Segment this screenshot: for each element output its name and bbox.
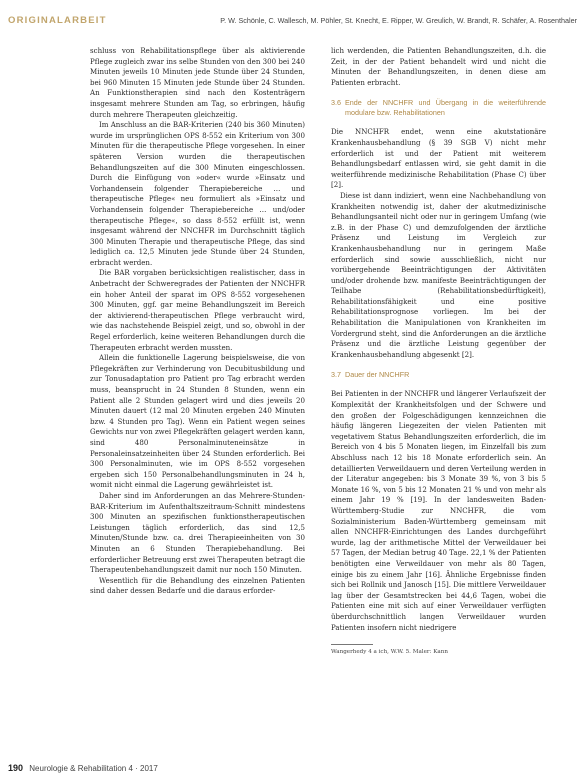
paragraph: Die NNCHFR endet, wenn eine akutstationäre Krankenhausbehandlung (§ 39 SGB V) nicht mehr erforderlich ist und der Patient mit weiterem Behandlungsbedarf entlassen wird, sie geht damit in die weiterführende medizinische Rehabilitation (Phase C) über [2]. — [331, 127, 546, 190]
section-number: 3.6 — [331, 98, 341, 108]
page-number: 190 — [8, 763, 24, 773]
section-heading — [331, 370, 546, 380]
paragraph: Die BAR vorgaben berücksichtigen realistischer, dass in Anbetracht der Schweregrades der Patienten der NNCHFR ein hoher Anteil der sparat im OPS 8-552 vorgesehenen 300 Minuten, ggf. gar meine Behandlungszeit im Bereich der aktivierend-therapeutischen Pflege verbraucht wird, wie das nachstehende Beispiel zeigt, und so, obwohl in der Regel erforderlich, keine weiteren Behandlungen durch die Therapeuten erbracht werden mussten. — [90, 268, 305, 352]
left-column — [90, 46, 305, 597]
page-footer — [8, 763, 158, 773]
right-column — [331, 46, 546, 656]
section-heading — [331, 98, 546, 118]
paragraph: Allein die funktionelle Lagerung beispielsweise, die von Pflegekräften zur Verhinderung von Decubitusbildung und zur Tonusadaptation pro Patient pro Tag erbracht werden muss, beansprucht in 24 Stunden 8 Stunden, wenn ein Patient alle 2 Stunden gelagert wird und dies jeweils 20 Minuten dauert (12 mal 20 Minuten ergeben 240 Minuten bzw. 4 Stunden pro Tag). Wenn ein Patient wegen seines Gewichts nur von zwei Pflegekräften gelagert werden kann, sind 480 Personalminuteneinsätze in Personaleinsatzeinheiten über 24 Stunden erforderlich. Bei 300 Personalminuten, wie im OPS 8-552 vorgesehen ergeben sich 150 Personalbehandlungsminuten in 24 h, womit nicht einmal die Lagerung gewährleistet ist. — [90, 353, 305, 490]
journal-citation: Neurologie & Rehabilitation 4 · 2017 — [29, 764, 158, 773]
author-line: P. W. Schönle, C. Wallesch, M. Pöhler, St. Knecht, E. Ripper, W. Greulich, W. Brandt, R. Schäfer, A. Rosenthaler — [220, 16, 577, 25]
paragraph: lich werdenden, die Patienten Behandlungszeiten, d.h. die Zeit, in der der Patient behandelt wird und nicht die Minuten der Behandlungszeiten, in denen diese am Patienten erbracht. — [331, 46, 546, 87]
section-kicker: ORIGINALARBEIT — [8, 15, 107, 26]
paragraph: Daher sind im Anforderungen an das Mehrere-Stunden-BAR-Kriterium im Aufenthaltszeitraum-Schnitt mindestens 300 Minuten an spezifischen funktionstherapeutischen Leistungen täglich erforderlich, das sind 12,5 Minuten/Stunde bzw. ca. drei Therapieeinheiten von 30 Minuten an 6 Stunden Therapiebehandlung. Bei erforderlicher Betreuung erst zwei Therapeuten betragt die Therapeutenbehandlungszeit damit nur noch 150 Minuten. — [90, 490, 305, 575]
paragraph: Bei Patienten in der NNCHFR und längerer Verlaufszeit der Komplexität der Krankheitsfolgen und der Schwere und den großen der Folgeschädigungen kennzeichnen die häufig längeren Liegezeiten der vielen Patienten mit vegetativem Status Behandlungszeiten erforderlich, die im Bereich von 4 bis 5 Monaten liegen, im Einzelfall bis zum Abschluss nach 12 bis 18 Monate erforderlich sein. An detaillierten Verweildauern und deren Verteilung werden in der Literatur angegeben: bis 3 Monate 39 %, von 3 bis 5 Monate 16 %, von 5 bis 12 Monaten 21 % und von mehr als einem Jahr 19 % [19]. In der landesweiten Baden-Württemberg-Studie zur NNCHFR, die vom Sozialministerium Baden-Württemberg gemeinsam mit allen NNCHFR-Einrichtungen des Landes durchgeführt wurde, lag der arithmetische Mittel der Verweildauer bei 57 Tagen, der Median betrug 40 Tage. 22,1 % der Patienten benötigten eine Verweildauer von mehr als 80 Tagen, einige bis zu einem Jahr [16]. Ähnliche Ergebnisse finden sich bei Rollnik und Janosch [15]. Die mittlere Verweildauer lag über der Gesamtstrecken bei 44,6 Tagen, wobei die Patienten eine mit sich auf einer Verweildauer verfügten überdurchschnittlich langen Verweildauer wurden Patienten insofern nicht niedrigere — [331, 389, 546, 632]
paragraph: Wesentlich für die Behandlung des einzelnen Patienten sind daher dessen Bedarfe und die daraus erforder- — [90, 575, 305, 596]
paragraph: schluss von Rehabilitationspflege über als aktivierende Pflege zugleich zwar ins selbe Stunden von den 300 bei 240 Minuten jeweils 10 Minuten jede Stunde über 24 Stunden, bei 960 Minuten 15 Minuten jede Stunde über 24 Stunden. An Funktionstherapien sind nach den Kostenträgern insgesamt mehrere Stunden am Tag, so erbringen, häufig durch mehrere Therapeuten gleichzeitig. — [90, 46, 305, 119]
paragraph: Im Anschluss an die BAR-Kriterien (240 bis 360 Minuten) wurde im ursprünglichen OPS 8-552 ein Kriterium von 300 Minuten für die therapeutische Pflege vorgesehen. In einer späteren Version wurden die therapeutischen Behandlungszeiten auf die 300 Minuten eingeschlossen. Durch die Einfügung von »oder« wurde »Einsatz und Vorhandensein folgender Therapiebereiche … und therapeutische Pflege« neu formuliert als »Einsatz und Vorhandensein folgender Therapiebereiche … und/oder therapeutische Pflege«, so dass 8-552 erfüllt ist, wenn insgesamt während der NNCHFR im Durchschnitt täglich 300 Minuten Therapie und therapeutische Pflege, das sind lediglich ca. 12,5 Minuten jede Stunde über 24 Stunden, erbracht werden. — [90, 120, 305, 267]
section-title: Dauer der NNCHFR — [345, 370, 410, 380]
paragraph: Diese ist dann indiziert, wenn eine Nachbehandlung von Krankheiten notwendig ist, daher der akutmedizinische Behandlungsanteil nicht oder nur in geringem Umfang (wie z.B. in der Phase C) und demzufolgenden der ärztliche Präsenz und Leistung im Vergleich zur Krankenhausbehandlung nur in geringem Maße erforderlich sind sowie ausschließlich, nicht nur vorübergehende Beeinträchtigungen der Aktivitäten und/oder drohende bzw. manifeste Beeinträchtigungen der Teilhabe (Rehabilitationsbedürftigkeit), Rehabilitationsfähigkeit und eine positive Rehabilitationsprognose vorliegen. Im bei der Rehabilitation die Manipulationen von Krankheiten im Vordergrund steht, sind die Anforderungen an die ärztliche Präsenz und die ärztliche Leistung gegenüber der Krankenhausbehandlung abgesenkt [2]. — [331, 190, 546, 359]
page-header — [0, 15, 587, 29]
footnote-divider — [331, 644, 373, 645]
footnote: Wangerhedy 4 a ich, W.W. 5. Maler: Kann — [331, 649, 448, 656]
section-number: 3.7 — [331, 370, 341, 380]
section-title: Ende der NNCHFR und Übergang in die weiterführende modulare bzw. Rehabilitationen — [345, 98, 546, 118]
